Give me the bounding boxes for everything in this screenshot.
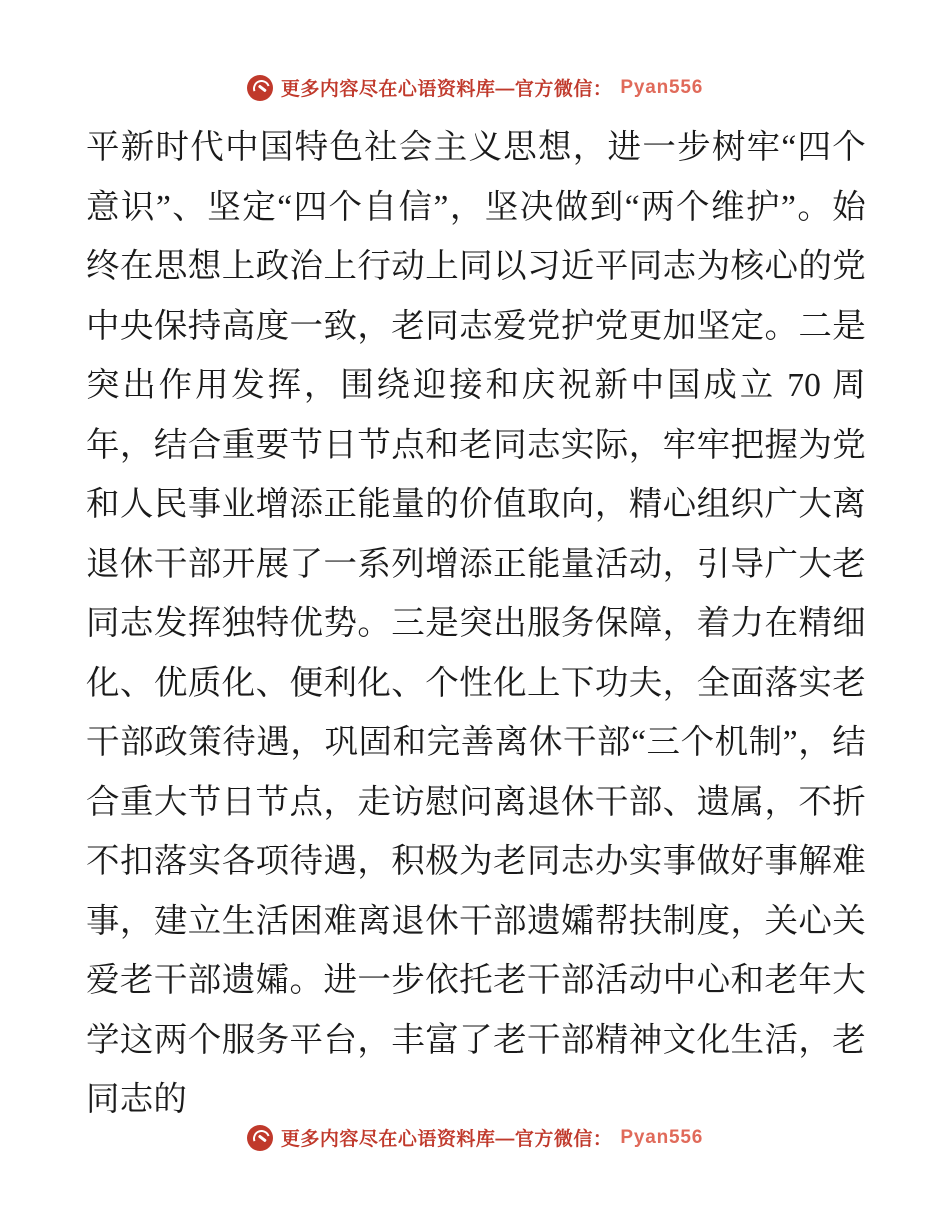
watermark-text: 更多内容尽在心语资料库—官方微信：: [280, 1129, 613, 1150]
document-body-text: 平新时代中国特色社会主义思想，进一步树牢“四个意识”、坚定“四个自信”，坚决做到“两个维护”。始终在思想上政治上行动上同以习近平同志为核心的党中央保持高度一致，老同志爱党护党更加坚定。二是突出作用发挥，围绕迎接和庆祝新中国成立 70 周年，结合重要节日节点和老同志实际，牢牢把握为党和人民事业增添正能量的价值取向，精心组织广大离退休干部开展了一系列增添正能量活动，引导广大老同志发挥独特优势。三是突出服务保障，着力在精细化、优质化、便利化、个性化上下功夫，全面落实老干部政策待遇，巩固和完善离休干部“三个机制”，结合重大节日节点，走访慰问离退休干部、遗属，不折不扣落实各项待遇，积极为老同志办实事做好事解难事，建立生活困难离退休干部遗孀帮扶制度，关心关爱老干部遗孀。进一步依托老干部活动中心和老年大学这两个服务平台，丰富了老干部精神文化生活，老同志的: [86, 129, 866, 1118]
watermark-wechat-id: Pyan556: [620, 76, 704, 98]
circle-pen-logo-icon: [247, 1125, 273, 1151]
watermark-bottom: [0, 1124, 950, 1151]
watermark-top: [0, 74, 950, 101]
watermark-text: 更多内容尽在心语资料库—官方微信：: [280, 79, 613, 100]
watermark-wechat-id: Pyan556: [620, 1126, 704, 1148]
circle-pen-logo-icon: [247, 75, 273, 101]
